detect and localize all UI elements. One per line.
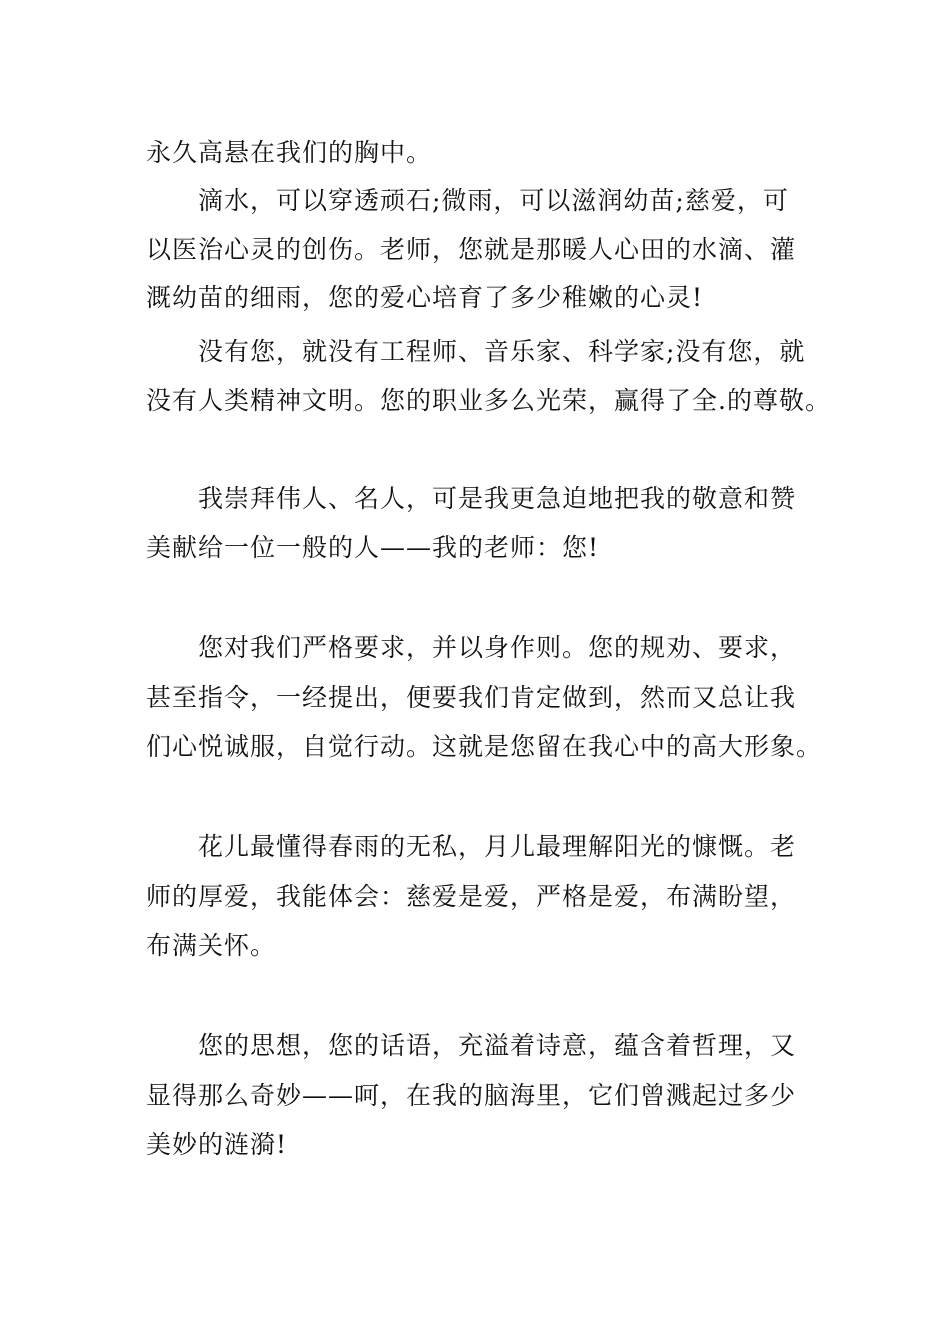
paragraph-4-line-1: 我崇拜伟人、名人，可是我更急迫地把我的敬意和赞 bbox=[198, 484, 797, 513]
paragraph-5-line-2: 甚至指令，一经提出，便要我们肯定做到，然而又总让我 bbox=[146, 683, 797, 712]
paragraph-3-line-2: 没有人类精神文明。您的职业多么光荣，赢得了全.的尊敬。 bbox=[146, 386, 831, 415]
paragraph-5-line-1: 您对我们严格要求，并以身作则。您的规劝、要求， bbox=[198, 633, 797, 662]
paragraph-7-line-3: 美妙的涟漪! bbox=[146, 1130, 288, 1159]
paragraph-6-line-3: 布满关怀。 bbox=[146, 931, 277, 960]
paragraph-5-line-3: 们心悦诚服，自觉行动。这就是您留在我心中的高大形象。 bbox=[146, 732, 823, 761]
paragraph-1-line-1: 永久高悬在我们的胸中。 bbox=[146, 138, 433, 167]
paragraph-6-line-1: 花儿最懂得春雨的无私，月儿最理解阳光的慷慨。老 bbox=[198, 832, 797, 861]
paragraph-3-line-1: 没有您，就没有工程师、音乐家、科学家;没有您，就 bbox=[198, 337, 806, 366]
paragraph-4-line-2: 美献给一位一般的人——我的老师：您! bbox=[146, 533, 600, 562]
paragraph-2-line-2: 以医治心灵的创伤。老师，您就是那暖人心田的水滴、灌 bbox=[146, 235, 797, 264]
paragraph-2-line-1: 滴水，可以穿透顽石;微雨，可以滋润幼苗;慈爱，可 bbox=[198, 186, 789, 215]
paragraph-7-line-2: 显得那么奇妙——呵，在我的脑海里，它们曾溅起过多少 bbox=[146, 1081, 797, 1110]
paragraph-6-line-2: 师的厚爱，我能体会：慈爱是爱，严格是爱，布满盼望， bbox=[146, 882, 797, 911]
paragraph-2-line-3: 溉幼苗的细雨，您的爱心培育了多少稚嫩的心灵! bbox=[146, 283, 704, 312]
paragraph-7-line-1: 您的思想，您的话语，充溢着诗意，蕴含着哲理，又 bbox=[198, 1031, 797, 1060]
